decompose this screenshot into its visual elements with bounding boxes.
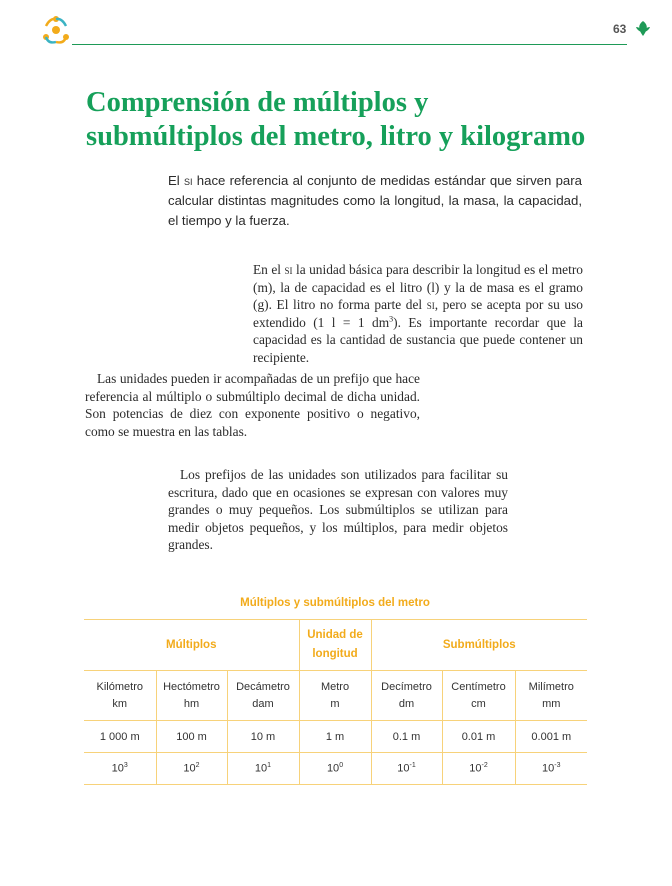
unit-symbol: cm bbox=[471, 697, 486, 710]
unit-symbol: dm bbox=[398, 697, 415, 710]
unit-symbol: hm bbox=[183, 697, 200, 710]
page-number: 63 bbox=[613, 22, 627, 36]
header-rule bbox=[72, 44, 627, 45]
unit-value-cell: 1 000 m bbox=[84, 721, 156, 753]
unit-value-cell: 100 m bbox=[156, 721, 227, 753]
base-units-paragraph: En el si la unidad básica para describir la longitud es el metro (m), la de capacidad es el litro (l) y la de masa es el gramo (g). El litro no forma parte del si, pero se acepta por su uso extendido (1 l = 1 $dm^3$). Es importante recordar que la capacidad es la cantidad de sustancia que puede contener un recipiente. bbox=[253, 262, 584, 365]
unit-name: Kilómetro bbox=[96, 680, 143, 693]
title-line-1: Comprensión de múltiplos y bbox=[86, 87, 429, 118]
prefixes-paragraph: Las unidades pueden ir acompañadas de un prefijo que hace referencia al múltiplo o submúltiplo decimal de dicha unidad. Son potencias de diez con exponente positivo o negativo, como se muestra en las tablas. bbox=[85, 371, 420, 439]
unit-name: Centímetro bbox=[451, 680, 506, 693]
unit-name-cell bbox=[227, 671, 299, 721]
unit-name-cell bbox=[156, 671, 227, 721]
unit-symbol: km bbox=[112, 697, 128, 710]
table-row-powers bbox=[84, 753, 587, 785]
multiples-header: Múltiplos bbox=[84, 620, 299, 671]
unit-value-cell: 0.1 m bbox=[371, 721, 442, 753]
intro-paragraph: El si hace referencia al conjunto de medidas estándar que sirven para calcular distintas magnitudes como la longitud, la masa, la capacidad, el tiempo y la fuerza. bbox=[168, 173, 582, 228]
unit-value-cell: 0.01 m bbox=[442, 721, 515, 753]
unit-name: Decámetro bbox=[236, 680, 290, 693]
unit-name-cell bbox=[84, 671, 156, 721]
unit-power-cell: $10^0$ bbox=[299, 753, 371, 785]
table-row-values bbox=[84, 721, 587, 753]
molecule-logo-icon bbox=[40, 14, 72, 46]
unit-value-cell: 10 m bbox=[227, 721, 299, 753]
table-title: Múltiplos y submúltiplos del metro bbox=[240, 597, 430, 609]
leaf-icon bbox=[634, 20, 652, 38]
prefix-usage-paragraph: Los prefijos de las unidades son utilizados para facilitar su escritura, dado que en ocasiones se expresan con valores muy grandes o muy pequeños. Los submúltiplos se utilizan para medir objetos pequeños, y los múltiplos, para medir objetos grandes. bbox=[168, 467, 508, 552]
unit-value-cell: 0.001 m bbox=[515, 721, 587, 753]
page-title bbox=[86, 86, 626, 154]
unit-power-cell: $10^3$ bbox=[84, 753, 156, 785]
unit-symbol: mm bbox=[542, 697, 561, 710]
unit-name-cell bbox=[371, 671, 442, 721]
unit-power-cell: $10^1$ bbox=[227, 753, 299, 785]
unit-name: Metro bbox=[320, 680, 350, 693]
unit-power-cell: $10^{-3}$ bbox=[515, 753, 587, 785]
table-row-unit-names bbox=[84, 671, 587, 721]
unit-power-cell: $10^{-2}$ bbox=[442, 753, 515, 785]
unit-name: Decímetro bbox=[381, 680, 432, 693]
unit-name: Hectómetro bbox=[163, 680, 220, 693]
unit-power-cell: $10^2$ bbox=[156, 753, 227, 785]
submultiples-header: Submúltiplos bbox=[371, 620, 587, 671]
unit-symbol: m bbox=[330, 697, 340, 710]
unit-name-cell bbox=[442, 671, 515, 721]
base-unit-header: Unidad de longitud bbox=[299, 620, 371, 671]
unit-name-cell bbox=[515, 671, 587, 721]
unit-symbol: dam bbox=[252, 697, 274, 710]
unit-value-cell: 1 m bbox=[299, 721, 371, 753]
units-table bbox=[84, 619, 587, 785]
unit-name: Milímetro bbox=[528, 680, 574, 693]
title-line-2: submúltiplos del metro, litro y kilogramo bbox=[86, 121, 586, 152]
unit-name-cell bbox=[299, 671, 371, 721]
unit-power-cell: $10^{-1}$ bbox=[371, 753, 442, 785]
table-group-header-row bbox=[84, 620, 587, 671]
